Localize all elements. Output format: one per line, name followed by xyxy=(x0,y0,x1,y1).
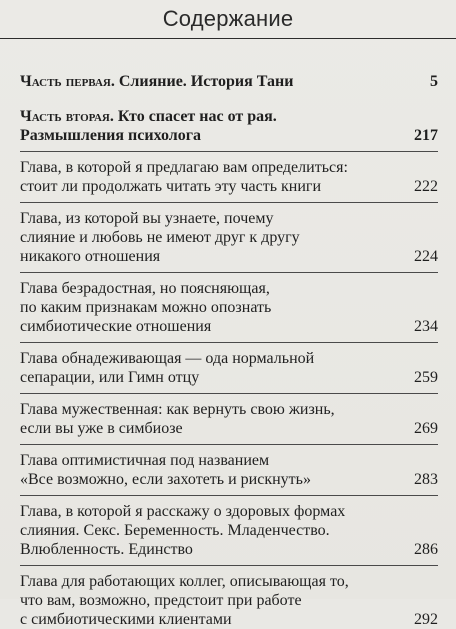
chapter-title-line: слияние и любовь не имеют друг к другу xyxy=(20,229,300,246)
toc-part-2-title: Часть вторая. Кто спасет нас от рая. xyxy=(20,108,277,125)
chapter-title-line: Глава, из которой вы узнаете, почему xyxy=(20,210,274,227)
toc-chapter-entry[interactable] xyxy=(20,451,438,489)
chapter-title-line: Влюбленность. Единство xyxy=(20,541,193,558)
toc-page-number: 269 xyxy=(414,420,438,437)
toc-part-1-title: Часть первая. Слияние. История Тани xyxy=(20,73,294,90)
toc-page-number: 224 xyxy=(414,248,438,265)
entry-divider xyxy=(20,444,438,445)
entry-divider xyxy=(20,393,438,394)
toc-page-number: 234 xyxy=(414,318,438,335)
toc-page-number: 286 xyxy=(414,541,438,558)
toc-page-number: 217 xyxy=(414,127,438,144)
toc-chapter-entry[interactable] xyxy=(20,572,438,629)
toc-part-2-subtitle: Размышления психолога xyxy=(20,127,202,144)
toc-page-number: 5 xyxy=(430,73,438,90)
toc-chapter-entry[interactable] xyxy=(20,400,438,438)
table-of-contents xyxy=(20,58,438,629)
chapter-title-line: по каким признакам можно опознать xyxy=(20,299,272,316)
chapter-title-line: «Все возможно, если захотеть и рискнуть» xyxy=(20,471,311,488)
chapter-title-line: что вам, возможно, предстоит при работе xyxy=(20,592,302,609)
toc-chapter-entry[interactable] xyxy=(20,349,438,387)
chapter-title-line: Глава обнадеживающая — ода нормальной xyxy=(20,350,315,367)
toc-chapter-entry[interactable] xyxy=(20,279,438,336)
entry-divider xyxy=(20,151,438,152)
toc-page-number: 222 xyxy=(414,178,438,195)
entry-divider xyxy=(20,565,438,566)
chapter-title-line: Глава для работающих коллег, описывающая то, xyxy=(20,573,349,590)
chapter-title-line: никакого отношения xyxy=(20,248,161,265)
chapter-title-line: Глава, в которой я предлагаю вам определиться: xyxy=(20,159,348,176)
chapter-title-line: Глава мужественная: как вернуть свою жизнь, xyxy=(20,401,335,418)
entry-divider xyxy=(20,202,438,203)
entry-divider xyxy=(20,495,438,496)
chapter-title-line: симбиотические отношения xyxy=(20,318,212,335)
toc-page-number: 292 xyxy=(414,611,438,628)
chapter-title-line: стоит ли продолжать читать эту часть книги xyxy=(20,178,322,195)
chapter-title-line: Глава оптимистичная под названием xyxy=(20,452,270,469)
title-rule xyxy=(0,38,456,39)
toc-part-2[interactable] xyxy=(20,107,438,145)
toc-chapter-entry[interactable] xyxy=(20,209,438,266)
entry-divider xyxy=(20,342,438,343)
toc-chapter-entry[interactable] xyxy=(20,502,438,559)
toc-page-number: 259 xyxy=(414,369,438,386)
chapter-title-line: если вы уже в симбиозе xyxy=(20,420,183,437)
chapter-list xyxy=(20,158,438,629)
chapter-title-line: с симбиотическими клиентами xyxy=(20,611,232,628)
toc-part-1[interactable] xyxy=(20,72,438,91)
entry-divider xyxy=(20,272,438,273)
chapter-title-line: Глава безрадостная, но поясняющая, xyxy=(20,280,270,297)
page-title: Содержание xyxy=(162,6,294,31)
chapter-title-line: Глава, в которой я расскажу о здоровых формах xyxy=(20,503,346,520)
chapter-title-line: слияния. Секс. Беременность. Младенчество. xyxy=(20,522,330,539)
toc-page-number: 283 xyxy=(414,471,438,488)
chapter-title-line: сепарации, или Гимн отцу xyxy=(20,369,200,386)
toc-chapter-entry[interactable] xyxy=(20,158,438,196)
